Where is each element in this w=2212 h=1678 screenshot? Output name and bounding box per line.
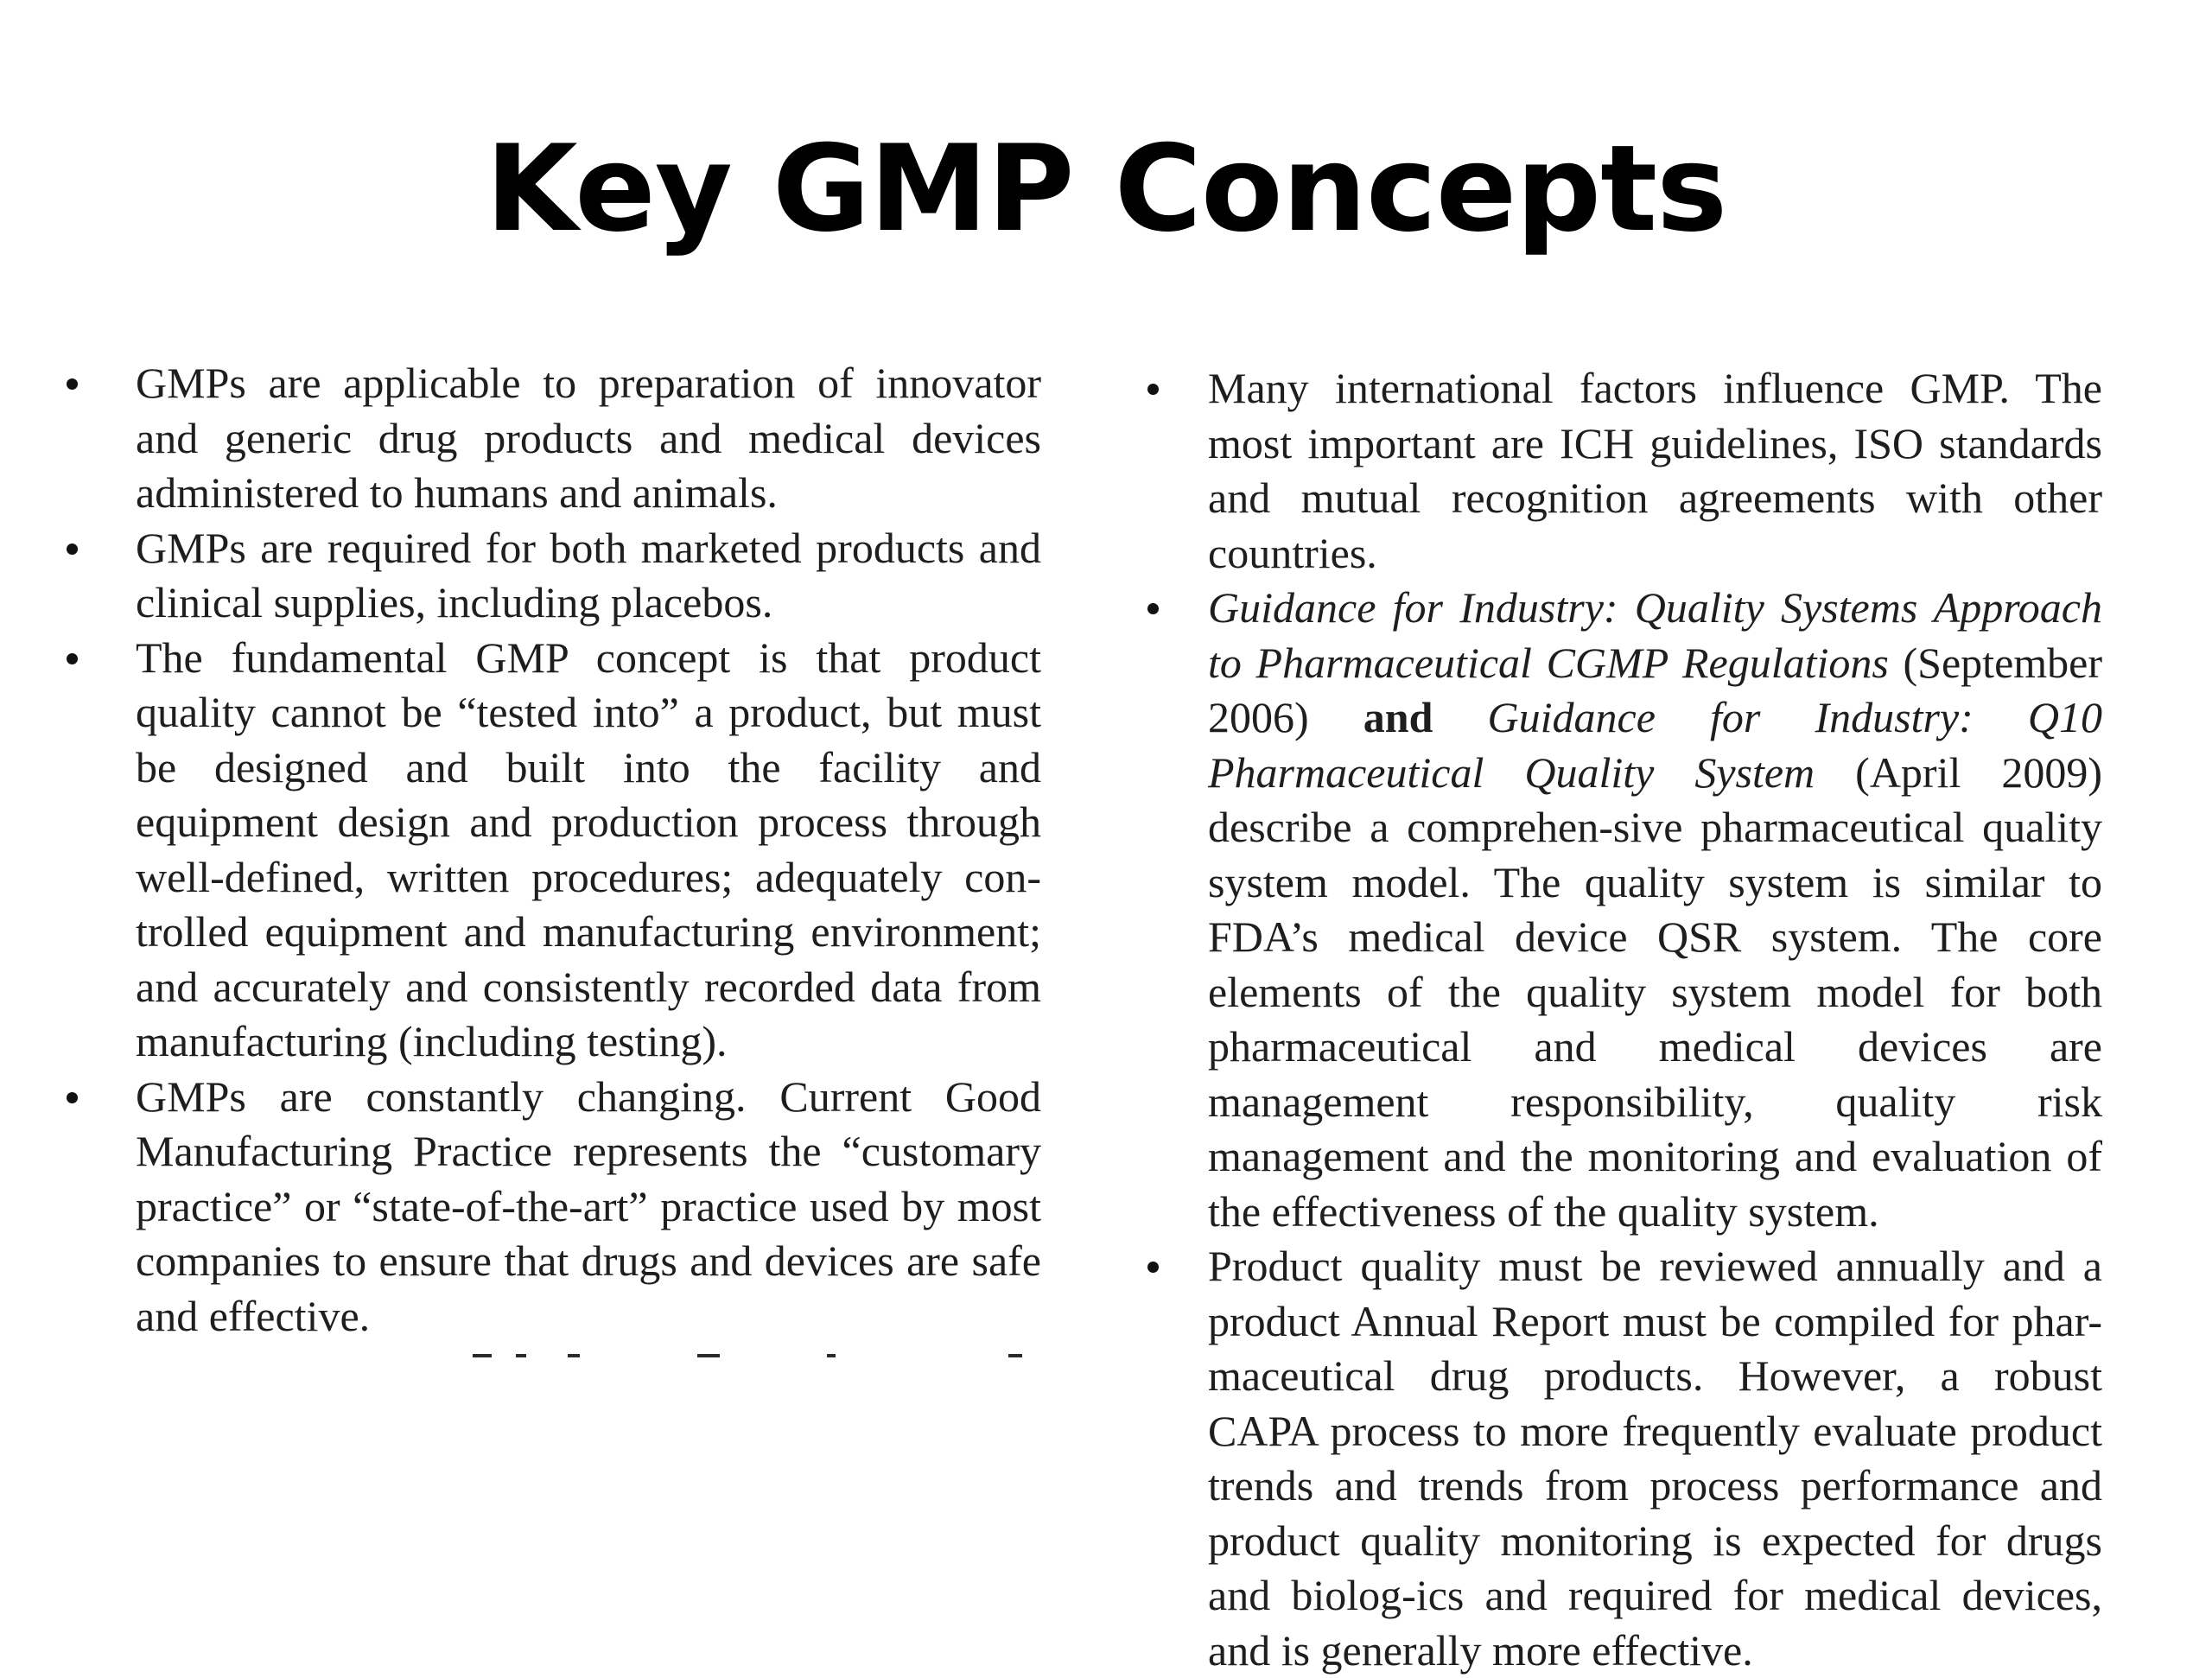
bullet-item [1208, 581, 2102, 1239]
cropped-text-fragment [136, 1354, 1041, 1359]
bullet-text: The fundamental GMP concept is that product quality cannot be “tested into” a product, but must be designed and built into the facility and equipment design and production process through well-defined, written procedures; adequately con-trolled equipment and manufacturing environment; and accurately and consistently recorded data from manufacturing (including testing). [136, 632, 1041, 1065]
bold-conjunction: and [1363, 693, 1433, 741]
bullet-item [136, 1070, 1041, 1344]
left-bullet-list [136, 356, 1041, 1344]
bullet-text: GMPs are required for both marketed products and clinical supplies, including placebos. [136, 523, 1041, 626]
guidance-title-italic: Guidance for Industry: Q10 Pharmaceutical Quality System [1208, 693, 2102, 797]
bullet-item [136, 631, 1041, 1070]
right-bullet-list [1208, 361, 2102, 1678]
bullet-icon [1147, 384, 1159, 395]
bullet-text: (September 2006) [1208, 638, 2102, 741]
slide-title: Key GMP Concepts [485, 119, 1727, 258]
bullet-icon [1147, 603, 1159, 614]
bullet-item [1208, 1239, 2102, 1678]
bullet-icon [67, 1092, 78, 1103]
bullet-icon [1147, 1262, 1159, 1273]
bullet-icon [67, 653, 78, 664]
bullet-text: GMPs are applicable to preparation of innovator and generic drug products and medical devices administered to humans and animals. [136, 359, 1041, 517]
bullet-text: (April 2009) describe a comprehen-sive pharmaceutical quality system model. The quality system is similar to FDA’s medical device QSR system. The core elements of the quality system model for both pharmaceutical and medical devices are management responsibility, quality risk management and the monitoring and evaluation of the effectiveness of the quality system. [1208, 747, 2102, 1236]
bullet-text: Product quality must be reviewed annually and a product Annual Report must be compiled for phar-maceutical drug products. However, a robust CAPA process to more frequently evaluate product trends and trends from process performance and product quality monitoring is expected for drugs and biolog-ics and required for medical devices, and is generally more effective. [1208, 1242, 2102, 1675]
bullet-item [1208, 361, 2102, 581]
bullet-icon [67, 543, 78, 555]
bullet-item [136, 356, 1041, 521]
bullet-text: GMPs are constantly changing. Current Good Manufacturing Practice represents the “customary practice” or “state-of-the-art” practice used by most companies to ensure that drugs and devices are safe and effective. [136, 1071, 1041, 1340]
guidance-title-italic: Guidance for Industry: Quality Systems Approach to Pharmaceutical CGMP Regulations [1208, 583, 2102, 687]
bullet-item [136, 521, 1041, 631]
bullet-icon [67, 378, 78, 390]
spacer-text [1433, 693, 1487, 741]
bullet-text: Many international factors influence GMP. The most important are ICH guidelines, ISO standards and mutual recognition agreements with other countries. [1208, 364, 2102, 577]
